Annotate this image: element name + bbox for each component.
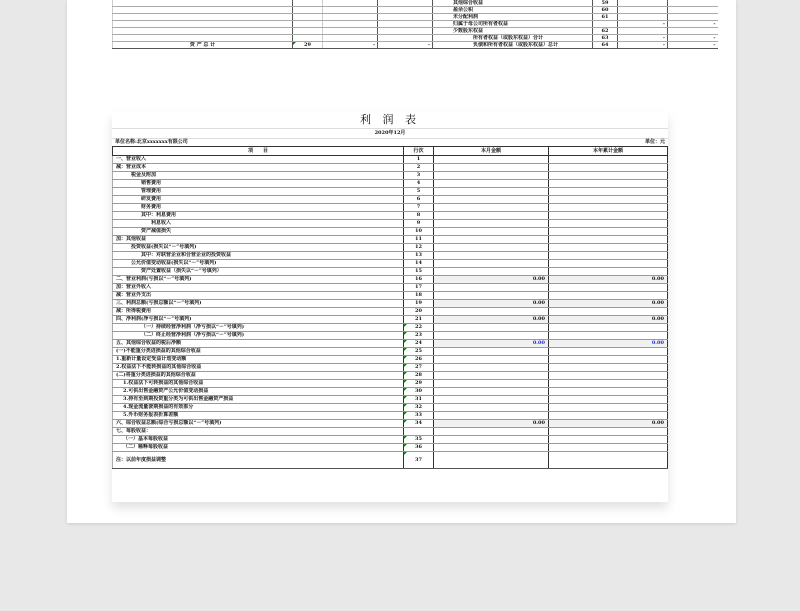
table-row <box>113 324 668 332</box>
equity-ending-cell[interactable] <box>618 28 668 35</box>
equity-opening-cell[interactable]: - <box>668 42 718 49</box>
year-amount-cell[interactable] <box>549 348 668 356</box>
table-row <box>113 252 668 260</box>
month-amount-cell[interactable] <box>434 372 549 380</box>
asset-opening-cell[interactable] <box>378 21 433 28</box>
equity-ending-cell[interactable]: - <box>618 35 668 42</box>
month-amount-cell[interactable] <box>434 252 549 260</box>
month-amount-cell[interactable] <box>434 260 549 268</box>
month-amount-cell[interactable] <box>434 196 549 204</box>
month-amount-cell[interactable] <box>434 332 549 340</box>
col-header-item: 项 目 <box>113 147 404 156</box>
table-row <box>113 260 668 268</box>
item-label-cell[interactable]: 公允价值变动收益(损失以“－”号填列) <box>113 260 404 268</box>
table-row <box>113 28 718 35</box>
table-row <box>113 388 668 396</box>
item-label-cell[interactable]: 注：以前年度损益调整 <box>113 452 404 469</box>
equity-label-cell[interactable]: 负债和所有者权益（或股东权益）总计 <box>433 42 593 49</box>
table-row <box>113 164 668 172</box>
line-number-cell[interactable]: 34 <box>404 420 434 428</box>
equity-line-cell[interactable] <box>593 21 618 28</box>
equity-label-cell[interactable]: 少数股东权益 <box>433 28 593 35</box>
equity-ending-cell[interactable]: - <box>618 42 668 49</box>
table-row <box>113 188 668 196</box>
line-number-cell[interactable]: 18 <box>404 292 434 300</box>
year-amount-cell[interactable]: 0.00 <box>549 340 668 348</box>
year-amount-cell[interactable]: 0.00 <box>549 300 668 308</box>
equity-opening-cell[interactable] <box>668 7 718 14</box>
table-row <box>113 212 668 220</box>
year-amount-cell[interactable] <box>549 180 668 188</box>
equity-label-cell[interactable]: 其他综合收益 <box>433 0 593 7</box>
item-label-cell[interactable]: (一)不能重分类进损益的其他综合收益 <box>113 348 404 356</box>
table-row <box>113 340 668 348</box>
table-row <box>113 348 668 356</box>
line-number-cell[interactable]: 6 <box>404 196 434 204</box>
item-label-cell[interactable]: 1.重新计量设定受益计划变动额 <box>113 356 404 364</box>
equity-line-cell[interactable]: 64 <box>593 42 618 49</box>
table-row <box>113 332 668 340</box>
asset-label-cell[interactable]: 资 产 总 计 <box>113 42 293 49</box>
year-amount-cell[interactable] <box>549 428 668 436</box>
asset-label-cell[interactable] <box>113 28 293 35</box>
line-number-cell[interactable]: 14 <box>404 260 434 268</box>
month-amount-cell[interactable] <box>434 404 549 412</box>
line-number-cell[interactable]: 16 <box>404 276 434 284</box>
table-row <box>113 220 668 228</box>
year-amount-cell[interactable] <box>549 292 668 300</box>
equity-line-cell[interactable]: 62 <box>593 28 618 35</box>
line-number-cell[interactable]: 37 <box>404 452 434 469</box>
month-amount-cell[interactable] <box>434 428 549 436</box>
asset-label-cell[interactable] <box>113 35 293 42</box>
item-label-cell[interactable]: （二）终止经营净利润（净亏损以“－”号填列) <box>113 332 404 340</box>
asset-line-cell[interactable] <box>293 28 323 35</box>
year-amount-cell[interactable] <box>549 236 668 244</box>
equity-opening-cell[interactable] <box>668 28 718 35</box>
line-number-cell[interactable]: 10 <box>404 228 434 236</box>
year-amount-cell[interactable] <box>549 404 668 412</box>
asset-ending-cell[interactable] <box>323 7 378 14</box>
month-amount-cell[interactable] <box>434 324 549 332</box>
equity-ending-cell[interactable]: - <box>618 21 668 28</box>
table-row <box>113 284 668 292</box>
item-label-cell[interactable]: 三、利润总额(亏损总额以“－”号填列) <box>113 300 404 308</box>
item-label-cell[interactable]: 五、其他综合收益的税后净额 <box>113 340 404 348</box>
item-label-cell[interactable]: 减：营业成本 <box>113 164 404 172</box>
item-label-cell[interactable]: 一、营业收入 <box>113 156 404 164</box>
asset-ending-cell[interactable] <box>323 14 378 21</box>
month-amount-cell[interactable] <box>434 188 549 196</box>
item-label-cell[interactable]: 减：营业外支出 <box>113 292 404 300</box>
line-number-cell[interactable]: 28 <box>404 372 434 380</box>
month-amount-cell[interactable] <box>434 268 549 276</box>
item-label-cell[interactable]: 六、综合收益总额(综合亏损总额以“－”号填列) <box>113 420 404 428</box>
item-label-cell[interactable]: 投资收益(损失以“－”号填列) <box>113 244 404 252</box>
item-label-cell[interactable]: 其中：对联营企业和合营企业的投资收益 <box>113 252 404 260</box>
month-amount-cell[interactable] <box>434 172 549 180</box>
equity-label-cell[interactable]: 归属于母公司所有者权益 <box>433 21 593 28</box>
line-number-cell[interactable]: 22 <box>404 324 434 332</box>
table-row <box>113 172 668 180</box>
company-unit-row <box>112 138 668 146</box>
year-amount-cell[interactable] <box>549 444 668 452</box>
table-row <box>113 7 718 14</box>
line-number-cell[interactable]: 5 <box>404 188 434 196</box>
item-label-cell[interactable]: （一）持续经营净利润（净亏损以“－”号填列) <box>113 324 404 332</box>
col-header-month: 本月金额 <box>434 147 549 156</box>
month-amount-cell[interactable]: 0.00 <box>434 300 549 308</box>
year-amount-cell[interactable] <box>549 260 668 268</box>
item-label-cell[interactable]: 加：营业外收入 <box>113 284 404 292</box>
item-label-cell[interactable]: 税金及附加 <box>113 172 404 180</box>
asset-opening-cell[interactable]: - <box>378 42 433 49</box>
table-row <box>113 276 668 284</box>
asset-line-cell[interactable]: 29 <box>293 42 323 49</box>
equity-opening-cell[interactable]: - <box>668 35 718 42</box>
year-amount-cell[interactable] <box>549 204 668 212</box>
line-number-cell[interactable]: 26 <box>404 356 434 364</box>
asset-line-cell[interactable] <box>293 7 323 14</box>
month-amount-cell[interactable] <box>434 180 549 188</box>
table-row <box>113 412 668 420</box>
asset-label-cell[interactable] <box>113 7 293 14</box>
year-amount-cell[interactable] <box>549 380 668 388</box>
report-period: 2020年12月 <box>112 129 668 139</box>
asset-opening-cell[interactable] <box>378 35 433 42</box>
table-row <box>113 244 668 252</box>
year-amount-cell[interactable]: 0.00 <box>549 276 668 284</box>
year-amount-cell[interactable] <box>549 436 668 444</box>
asset-line-cell[interactable] <box>293 21 323 28</box>
item-label-cell[interactable]: 财务费用 <box>113 204 404 212</box>
month-amount-cell[interactable] <box>434 364 549 372</box>
table-row <box>113 396 668 404</box>
line-number-cell[interactable]: 9 <box>404 220 434 228</box>
item-label-cell[interactable]: 5.外币财务报表折算差额 <box>113 412 404 420</box>
year-amount-cell[interactable] <box>549 284 668 292</box>
equity-ending-cell[interactable] <box>618 14 668 21</box>
month-amount-cell[interactable] <box>434 244 549 252</box>
line-number-cell[interactable]: 36 <box>404 444 434 452</box>
line-number-cell[interactable]: 15 <box>404 268 434 276</box>
month-amount-cell[interactable] <box>434 156 549 164</box>
profit-statement-sheet <box>112 112 668 502</box>
month-amount-cell[interactable]: 0.00 <box>434 340 549 348</box>
month-amount-cell[interactable] <box>434 412 549 420</box>
equity-opening-cell[interactable] <box>668 14 718 21</box>
month-amount-cell[interactable] <box>434 396 549 404</box>
currency-unit: 单位：元 <box>644 139 665 145</box>
line-number-cell[interactable]: 21 <box>404 316 434 324</box>
balance-sheet-fragment <box>112 0 718 49</box>
month-amount-cell[interactable]: 0.00 <box>434 276 549 284</box>
line-number-cell[interactable]: 29 <box>404 380 434 388</box>
equity-line-cell[interactable]: 61 <box>593 14 618 21</box>
month-amount-cell[interactable] <box>434 236 549 244</box>
year-amount-cell[interactable] <box>549 452 668 469</box>
item-label-cell[interactable]: 2.权益法下不能转损益的其他综合收益 <box>113 364 404 372</box>
asset-opening-cell[interactable] <box>378 7 433 14</box>
year-amount-cell[interactable] <box>549 172 668 180</box>
year-amount-cell[interactable] <box>549 252 668 260</box>
year-amount-cell[interactable] <box>549 356 668 364</box>
table-row <box>113 404 668 412</box>
equity-line-cell[interactable]: 60 <box>593 7 618 14</box>
asset-ending-cell[interactable] <box>323 35 378 42</box>
month-amount-cell[interactable] <box>434 380 549 388</box>
asset-label-cell[interactable] <box>113 21 293 28</box>
year-amount-cell[interactable] <box>549 364 668 372</box>
table-row <box>113 380 668 388</box>
line-number-cell[interactable] <box>404 428 434 436</box>
item-label-cell[interactable]: 3.持有至到期投资重分类为可供出售金融资产损益 <box>113 396 404 404</box>
line-number-cell[interactable]: 13 <box>404 252 434 260</box>
item-label-cell[interactable]: 其中：利息费用 <box>113 212 404 220</box>
year-amount-cell[interactable] <box>549 188 668 196</box>
line-number-cell[interactable]: 17 <box>404 284 434 292</box>
asset-opening-cell[interactable] <box>378 14 433 21</box>
year-amount-cell[interactable] <box>549 156 668 164</box>
table-row <box>113 308 668 316</box>
item-label-cell[interactable]: 管理费用 <box>113 188 404 196</box>
month-amount-cell[interactable] <box>434 228 549 236</box>
asset-ending-cell[interactable] <box>323 28 378 35</box>
item-label-cell[interactable]: 4.现金流量套期损益的有效部分 <box>113 404 404 412</box>
table-row <box>113 444 668 452</box>
equity-label-cell[interactable]: 所有者权益（或股东权益）合计 <box>433 35 593 42</box>
table-row <box>113 14 718 21</box>
table-row <box>113 156 668 164</box>
equity-label-cell[interactable]: 未分配利润 <box>433 14 593 21</box>
year-amount-cell[interactable] <box>549 244 668 252</box>
table-row <box>113 180 668 188</box>
asset-opening-cell[interactable] <box>378 28 433 35</box>
table-row <box>113 228 668 236</box>
item-label-cell[interactable]: 2.可供出售金融资产公允价值变动损益 <box>113 388 404 396</box>
month-amount-cell[interactable] <box>434 348 549 356</box>
month-amount-cell[interactable] <box>434 292 549 300</box>
year-amount-cell[interactable] <box>549 332 668 340</box>
item-label-cell[interactable]: (二)将重分类进损益的其他综合收益 <box>113 372 404 380</box>
year-amount-cell[interactable] <box>549 308 668 316</box>
item-label-cell[interactable]: （二）稀释每股收益 <box>113 444 404 452</box>
line-number-cell[interactable]: 4 <box>404 180 434 188</box>
month-amount-cell[interactable] <box>434 284 549 292</box>
table-row <box>113 316 668 324</box>
year-amount-cell[interactable] <box>549 228 668 236</box>
month-amount-cell[interactable] <box>434 444 549 452</box>
table-row <box>113 42 718 49</box>
table-row <box>113 300 668 308</box>
month-amount-cell[interactable]: 0.00 <box>434 316 549 324</box>
table-row <box>113 420 668 428</box>
year-amount-cell[interactable] <box>549 324 668 332</box>
table-row <box>113 364 668 372</box>
equity-opening-cell[interactable]: - <box>668 21 718 28</box>
month-amount-cell[interactable] <box>434 308 549 316</box>
line-number-cell[interactable]: 1 <box>404 156 434 164</box>
table-row <box>113 356 668 364</box>
asset-ending-cell[interactable] <box>323 21 378 28</box>
month-amount-cell[interactable] <box>434 356 549 364</box>
line-number-cell[interactable]: 27 <box>404 364 434 372</box>
year-amount-cell[interactable] <box>549 412 668 420</box>
item-label-cell[interactable]: 减：所得税费用 <box>113 308 404 316</box>
item-label-cell[interactable]: 四、净利润(净亏损以“－”号填列) <box>113 316 404 324</box>
year-amount-cell[interactable] <box>549 164 668 172</box>
col-header-year: 本年累计金额 <box>549 147 668 156</box>
table-row <box>113 35 718 42</box>
table-row <box>113 236 668 244</box>
line-number-cell[interactable]: 24 <box>404 340 434 348</box>
year-amount-cell[interactable]: 0.00 <box>549 420 668 428</box>
line-number-cell[interactable]: 33 <box>404 412 434 420</box>
equity-label-cell[interactable]: 盈余公积 <box>433 7 593 14</box>
asset-ending-cell[interactable]: - <box>323 42 378 49</box>
line-number-cell[interactable]: 8 <box>404 212 434 220</box>
item-label-cell[interactable]: 资产减值损失 <box>113 228 404 236</box>
col-header-line: 行次 <box>404 147 434 156</box>
item-label-cell[interactable]: 二、营业利润(亏损以“－”号填列) <box>113 276 404 284</box>
month-amount-cell[interactable] <box>434 204 549 212</box>
year-amount-cell[interactable] <box>549 220 668 228</box>
profit-table <box>112 146 668 469</box>
item-label-cell[interactable]: 加：其他收益 <box>113 236 404 244</box>
line-number-cell[interactable]: 12 <box>404 244 434 252</box>
line-number-cell[interactable]: 2 <box>404 164 434 172</box>
item-label-cell[interactable]: 销售费用 <box>113 180 404 188</box>
table-row <box>113 268 668 276</box>
line-number-cell[interactable]: 25 <box>404 348 434 356</box>
line-number-cell[interactable]: 20 <box>404 308 434 316</box>
year-amount-cell[interactable] <box>549 372 668 380</box>
year-amount-cell[interactable] <box>549 396 668 404</box>
year-amount-cell[interactable] <box>549 196 668 204</box>
table-row <box>113 436 668 444</box>
sheet-title: 利 润 表 <box>112 112 668 129</box>
month-amount-cell[interactable] <box>434 452 549 469</box>
table-row <box>113 428 668 436</box>
equity-line-cell[interactable]: 59 <box>593 0 618 7</box>
asset-line-cell[interactable] <box>293 14 323 21</box>
year-amount-cell[interactable] <box>549 212 668 220</box>
table-row <box>113 196 668 204</box>
line-number-cell[interactable]: 3 <box>404 172 434 180</box>
month-amount-cell[interactable] <box>434 436 549 444</box>
line-number-cell[interactable]: 11 <box>404 236 434 244</box>
table-row <box>113 21 718 28</box>
asset-label-cell[interactable] <box>113 14 293 21</box>
table-row <box>113 204 668 212</box>
month-amount-cell[interactable] <box>434 388 549 396</box>
equity-line-cell[interactable]: 63 <box>593 35 618 42</box>
month-amount-cell[interactable] <box>434 212 549 220</box>
item-label-cell[interactable]: 研发费用 <box>113 196 404 204</box>
item-label-cell[interactable]: 资产处置收益（损失以“－”号填列） <box>113 268 404 276</box>
item-label-cell[interactable]: 七、每股收益： <box>113 428 404 436</box>
item-label-cell[interactable]: 利息收入 <box>113 220 404 228</box>
month-amount-cell[interactable]: 0.00 <box>434 420 549 428</box>
table-row <box>113 292 668 300</box>
table-header-row <box>113 147 668 156</box>
month-amount-cell[interactable] <box>434 220 549 228</box>
item-label-cell[interactable]: 1.权益法下可转损益的其他综合收益 <box>113 380 404 388</box>
line-number-cell[interactable]: 7 <box>404 204 434 212</box>
table-row <box>113 452 668 469</box>
line-number-cell[interactable]: 32 <box>404 404 434 412</box>
month-amount-cell[interactable] <box>434 164 549 172</box>
line-number-cell[interactable]: 31 <box>404 396 434 404</box>
line-number-cell[interactable]: 23 <box>404 332 434 340</box>
table-row <box>113 372 668 380</box>
year-amount-cell[interactable] <box>549 388 668 396</box>
company-name: 单位名称:北京xxxxxxx有限公司 <box>115 139 188 145</box>
equity-ending-cell[interactable] <box>618 7 668 14</box>
line-number-cell[interactable]: 19 <box>404 300 434 308</box>
asset-line-cell[interactable] <box>293 35 323 42</box>
item-label-cell[interactable]: （一）基本每股收益 <box>113 436 404 444</box>
year-amount-cell[interactable] <box>549 268 668 276</box>
line-number-cell[interactable]: 35 <box>404 436 434 444</box>
line-number-cell[interactable]: 30 <box>404 388 434 396</box>
year-amount-cell[interactable]: 0.00 <box>549 316 668 324</box>
